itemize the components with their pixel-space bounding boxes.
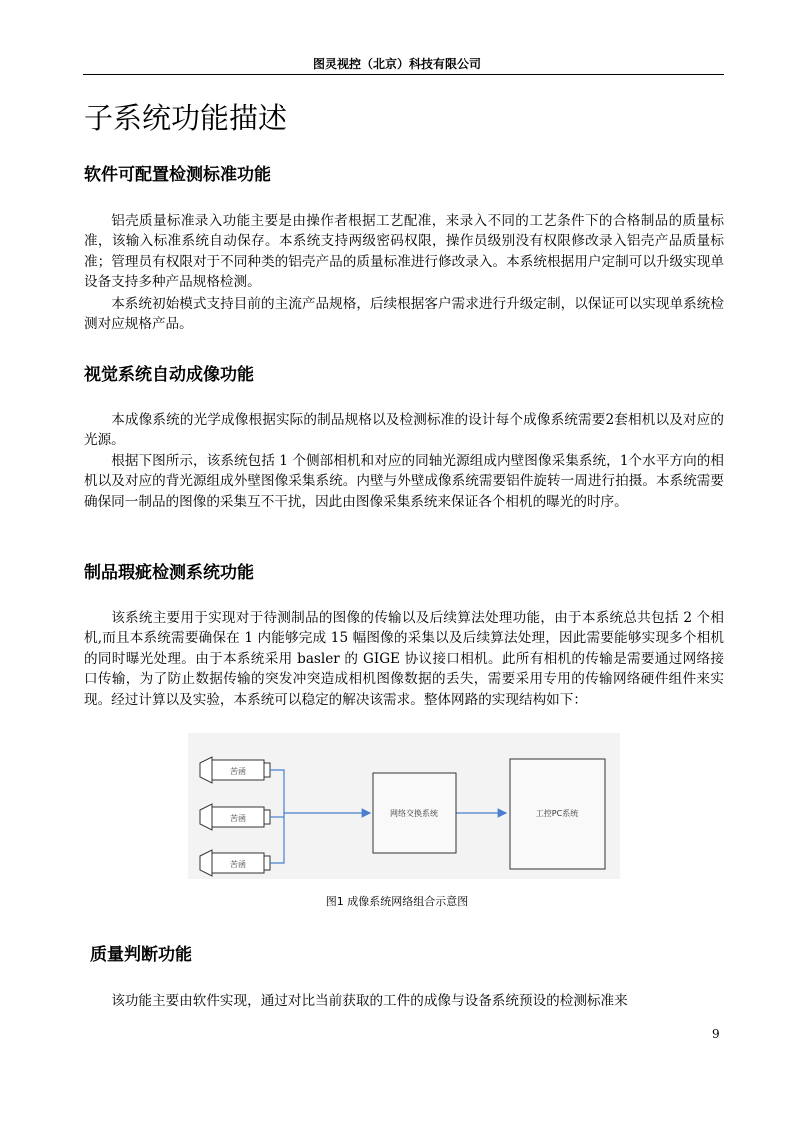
section-heading: 软件可配置检测标准功能 [84, 165, 271, 185]
camera-label: 苦函 [230, 860, 246, 869]
paragraph: 该系统主要用于实现对于待测制品的图像的传输以及后续算法处理功能，由于本系统总共包括 2 个相机,而且本系统需要确保在 1 内能够完成 15 幅图像的采集以及后续算法处理，因此需要能够实现多个相机的同时曝光处理。由于本系统采用 basler 的 GIGE 协议接口相机。此所有相机的传输是需要通过网络接口传输，为了防止数据传输的突发冲突造成相机图像数据的丢失，需要采用专用的传输网络硬件组件来实现。经过计算以及实验，本系统可以稳定的解决该需求。整体网路的实现结构如下： [84, 610, 724, 708]
page-header: 图灵视控（北京）科技有限公司 [312, 57, 481, 71]
paragraph: 根据下图所示，该系统包括 1 个侧部相机和对应的同轴光源组成内壁图像采集系统，1个水平方向的相机以及对应的背光源组成外壁图像采集系统。内壁与外壁成像系统需要铝件旋转一周进行拍摄。本系统需要确保同一制品的图像的采集互不干扰，因此由图像采集系统来保证各个相机的曝光的时序。 [84, 453, 724, 510]
section-heading: 制品瑕疵检测系统功能 [84, 563, 254, 583]
section-heading: 视觉系统自动成像功能 [84, 365, 254, 385]
camera-1 [200, 757, 270, 783]
page-number: 9 [712, 1027, 720, 1041]
camera-label: 苦函 [230, 814, 246, 823]
camera-label: 苦函 [230, 767, 246, 776]
paragraph: 该功能主要由软件实现，通过对比当前获取的工件的成像与设备系统预设的检测标准来 [111, 993, 628, 1009]
network-switch-box [373, 773, 456, 853]
industrial-pc-box [510, 759, 605, 869]
paragraph: 本成像系统的光学成像根据实际的制品规格以及检测标准的设计每个成像系统需要2套相机以及对应的光源。 [84, 412, 724, 449]
switch-label: 网络交换系统 [390, 809, 438, 818]
camera-3 [200, 850, 270, 876]
figure-caption: 图1 成像系统网络组合示意图 [325, 895, 469, 908]
paragraph: 铝壳质量标准录入功能主要是由操作者根据工艺配准，来录入不同的工艺条件下的合格制品的质量标准，该输入标准系统自动保存。本系统支持两级密码权限，操作员级别没有权限修改录入铝壳产品质量标准；管理员有权限对于不同种类的铝壳产品的质量标准进行修改录入。本系统根据用户定制可以升级实现单设备支持多种产品规格检测。 [84, 213, 724, 291]
network-diagram [188, 733, 620, 879]
page-title: 子系统功能描述 [84, 101, 288, 135]
paragraph: 本系统初始模式支持目前的主流产品规格，后续根据客户需求进行升级定制，以保证可以实现单系统检测对应规格产品。 [84, 296, 724, 333]
section-heading: 质量判断功能 [90, 945, 192, 965]
pc-label: 工控PC系统 [535, 809, 579, 818]
camera-2 [200, 804, 270, 830]
header-divider [83, 74, 724, 75]
network-diagram-svg [188, 733, 620, 879]
